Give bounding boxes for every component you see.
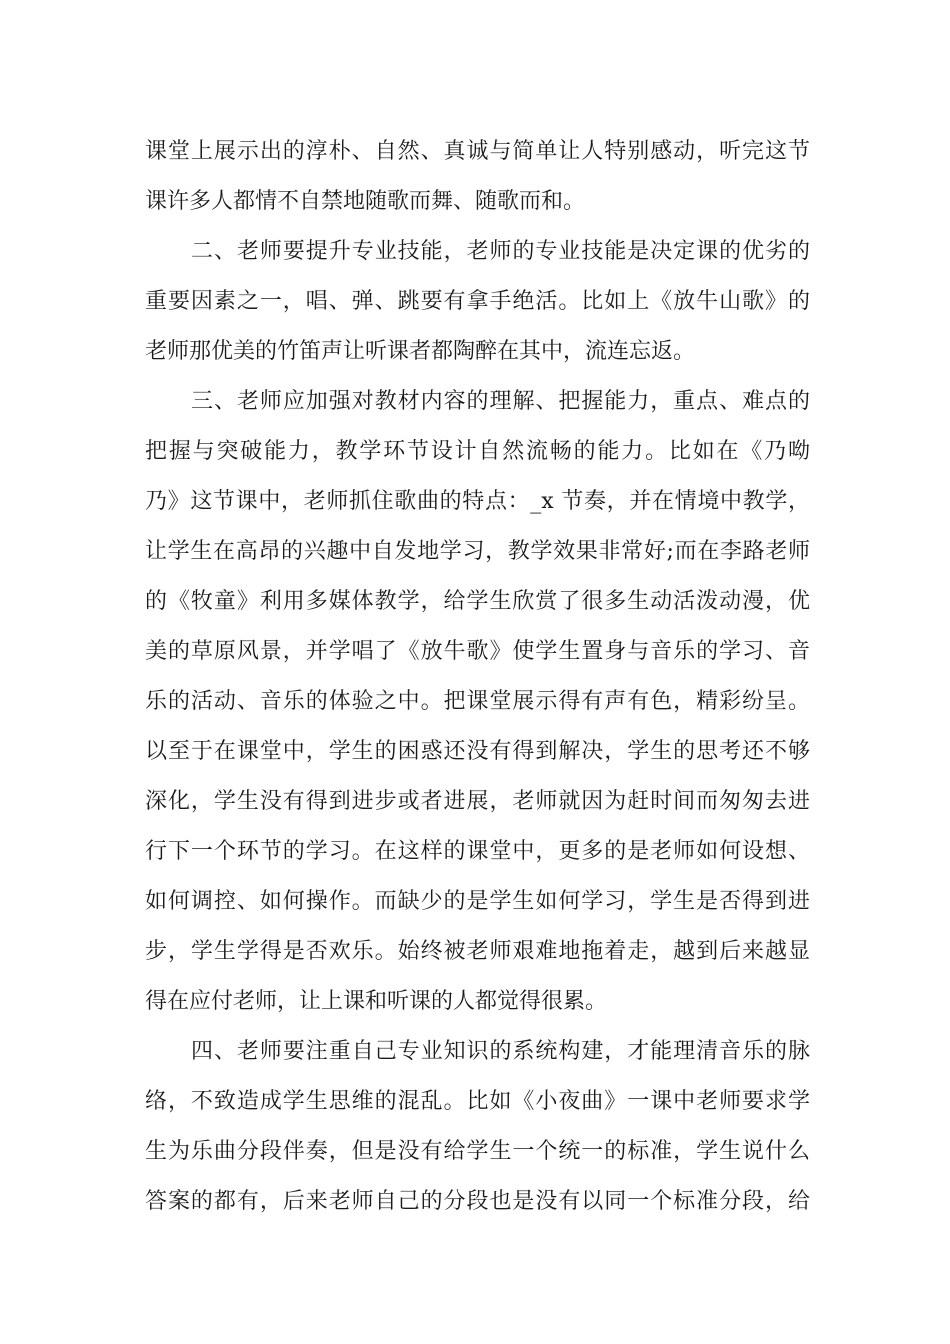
paragraph-start-line: 三、老师应加强对教材内容的理解、把握能力，重点、难点的	[191, 389, 810, 414]
text-line: 老师那优美的竹笛声让听课者都陶醉在其中，流连忘返。	[145, 339, 696, 364]
text-line: 得在应付老师，让上课和听课的人都觉得很累。	[145, 989, 608, 1014]
text-line: 如何调控、如何操作。而缺少的是学生如何学习，学生是否得到进	[145, 889, 810, 914]
text-line: 乐的活动、音乐的体验之中。把课堂展示得有声有色，精彩纷呈。	[145, 689, 810, 714]
text-line: 深化，学生没有得到进步或者进展，老师就因为赶时间而匆匆去进	[145, 789, 810, 814]
text-line: 课堂上展示出的淳朴、自然、真诚与简单让人特别感动，听完这节	[145, 139, 810, 164]
text-line: 让学生在高昂的兴趣中自发地学习，教学效果非常好;而在李路老师	[145, 539, 810, 564]
paragraph-start-line: 二、老师要提升专业技能，老师的专业技能是决定课的优劣的	[191, 239, 810, 264]
text-line: 乃》这节课中，老师抓住歌曲的特点：_x 节奏，并在情境中教学，	[145, 489, 810, 514]
text-line: 课许多人都情不自禁地随歌而舞、随歌而和。	[145, 189, 586, 214]
paragraph-start-line: 四、老师要注重自己专业知识的系统构建，才能理清音乐的脉	[191, 1039, 810, 1064]
text-line: 行下一个环节的学习。在这样的课堂中，更多的是老师如何设想、	[145, 839, 810, 864]
text-line: 以至于在课堂中，学生的困惑还没有得到解决，学生的思考还不够	[145, 739, 810, 764]
text-line: 重要因素之一，唱、弹、跳要有拿手绝活。比如上《放牛山歌》的	[145, 289, 810, 314]
text-line: 美的草原风景，并学唱了《放牛歌》使学生置身与音乐的学习、音	[145, 639, 810, 664]
text-line: 络，不致造成学生思维的混乱。比如《小夜曲》一课中老师要求学	[145, 1089, 810, 1114]
text-line: 生为乐曲分段伴奏，但是没有给学生一个统一的标准，学生说什么	[145, 1139, 810, 1164]
text-line: 把握与突破能力，教学环节设计自然流畅的能力。比如在《乃呦	[145, 439, 810, 464]
text-line: 步，学生学得是否欢乐。始终被老师艰难地拖着走，越到后来越显	[145, 939, 810, 964]
text-line: 的《牧童》利用多媒体教学，给学生欣赏了很多生动活泼动漫，优	[145, 589, 810, 614]
text-line: 答案的都有，后来老师自己的分段也是没有以同一个标准分段，给	[145, 1189, 810, 1214]
